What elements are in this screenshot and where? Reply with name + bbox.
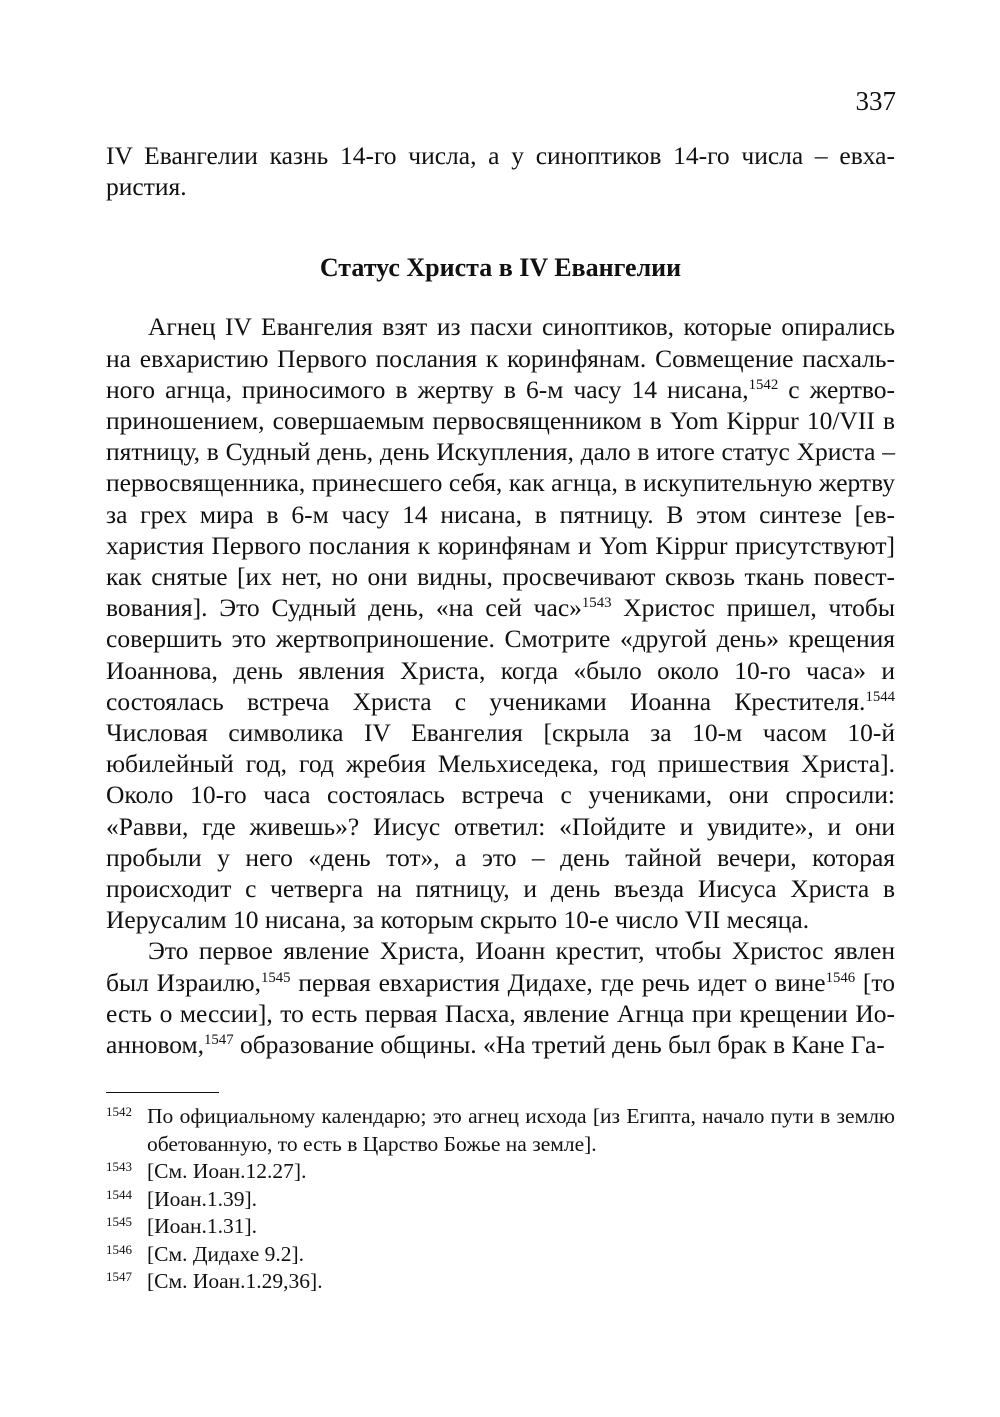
footnote-1543: [106, 1158, 895, 1186]
footnote-text: [Иоан.1.39].: [147, 1186, 258, 1211]
footnote-ref-1545[interactable]: 1545: [260, 969, 291, 986]
paragraph-2-text: [то есть о мессии], то есть первая Пасха, явление Агнца при крещении Иоанновом,: [106, 967, 895, 1060]
footnote-1542: [106, 1103, 895, 1158]
footnotes: [106, 1103, 895, 1296]
footnote-ref-1547[interactable]: 1547: [204, 1032, 234, 1049]
paragraph-2-text: образование общины. «На третий день был брак в Кане Га-: [233, 1030, 885, 1060]
footnote-number: 1545: [106, 1214, 132, 1229]
footnote-ref-1544[interactable]: 1544: [865, 688, 895, 705]
footnote-1545: [106, 1213, 895, 1241]
footnote-1547: [106, 1268, 895, 1296]
footnote-ref-1543[interactable]: 1543: [581, 595, 612, 612]
footnote-number: 1543: [106, 1159, 132, 1174]
footnote-text: По официальному календарю; это агнец исхода [из Египта, начало пути в землю обетованную, то есть в Царство Божье на земле].: [147, 1104, 895, 1156]
footnote-1546: [106, 1241, 895, 1269]
footnote-text: [См. Иоан.1.29,36].: [147, 1269, 323, 1293]
paragraph-1-text: Христос пришел, чтобы совершить это жертвоприношение. Смотрите «другой день» крещения Иоаннова, день явления Христа, когда «было около 10-го часа» и состоялась встреча Христа с учениками Иоанна Крестителя.: [106, 593, 895, 716]
footnote-1544: [106, 1186, 895, 1214]
paragraph-1-text: Числовая символика IV Евангелия [скрыла за 10-м часом 10-й юбилейный год, год жребия Мельхиседека, год пришествия Христа]. Около 10-го часа состоялась встреча с учениками, они спросили: «Равви, где живешь»? Иисус ответил: «Пойдите и увидите», и они пробыли у него «день тот», а это – день тайной вечери, которая происходит с четверга на пятницу, и день въезда Иисуса Христа в Иерусалим 10 нисана, за которым скрыто 10-е число VII месяца.: [106, 718, 895, 935]
footnote-number: 1546: [106, 1241, 132, 1257]
paragraph-2-text: Это первое явление Христа, Иоанн крестит, чтобы Христос явлен был Израилю,: [106, 936, 895, 997]
footnote-text: [Иоан.1.31].: [147, 1214, 258, 1238]
footnote-ref-1546[interactable]: 1546: [825, 969, 856, 986]
paragraph-1-text: Агнец IV Евангелия взят из пасхи синоптиков, которые опирались на евхаристию Первого послания к коринфянам. Совмещение пасхального агнца, приносимого в жертву в 6-м часу 14 нисана,: [106, 312, 895, 404]
footnote-divider: [106, 1092, 219, 1093]
paragraph-2-text: первая евхаристия Дидахе, где речь идет о вине: [290, 967, 826, 997]
footnote-ref-1542[interactable]: 1542: [748, 376, 779, 393]
footnote-number: 1542: [106, 1104, 132, 1119]
footnote-text: [См. Дидахе 9.2].: [147, 1241, 305, 1266]
footnote-number: 1547: [106, 1269, 132, 1284]
paragraph-intro: IV Евангелии казнь 14-го числа, а у синоптиков 14-го числа – евхаристия.: [106, 141, 895, 202]
paragraph-1: [106, 311, 895, 935]
footnote-text: [См. Иоан.12.27].: [147, 1159, 307, 1183]
section-heading: Статус Христа в IV Евангелии: [319, 253, 682, 283]
footnote-number: 1544: [106, 1186, 132, 1202]
main-text: [106, 140, 895, 1060]
page-number: 337: [855, 86, 896, 116]
paragraph-2: [106, 935, 895, 1060]
paragraph-1-text: с жертвоприношением, совершаемым первосвященником в Yom Kippur 10/VII в пятницу, в Судный день, день Искупления, дало в итоге статус Христа – первосвященника, принесшего себя, как агнца, в искупительную жертву за грех мира в 6-м часу 14 нисана, в пятницу. В этом синтезе [евхаристия Первого послания к коринфянам и Yom Kippur присутствуют] как снятые [их нет, но они видны, просвечивают сквозь ткань повествования]. Это Судный день, «на сей час»: [106, 374, 895, 623]
